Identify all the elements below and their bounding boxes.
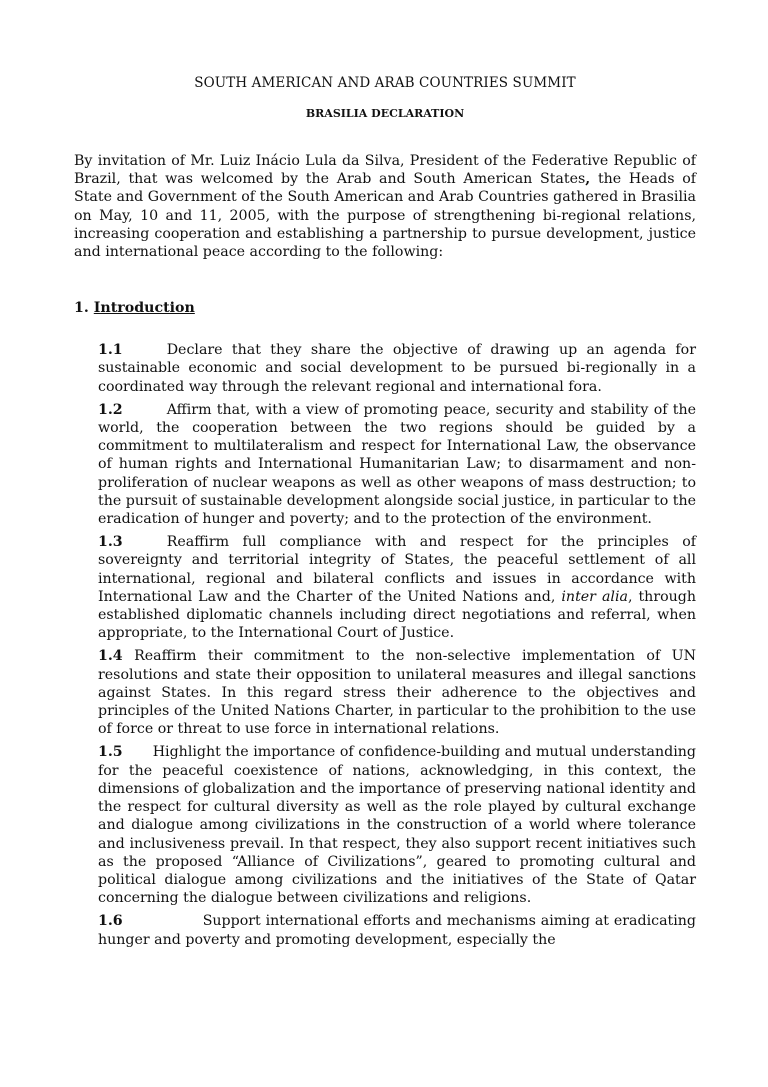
clause-1-2 [98, 401, 696, 528]
clause-text: Support international efforts and mechanisms aiming at eradicating hunger and poverty and promoting development, especially the [98, 913, 696, 948]
intro-paragraph [74, 152, 696, 261]
clause-1-5 [98, 743, 696, 907]
section-number: 1. [74, 300, 89, 317]
clause-text-end: , through established diplomatic channels including direct negotiations and referral, when appropriate, to the International Court of Justice. [98, 588, 696, 642]
section-title: Introduction [93, 300, 195, 317]
intro-text-b: the Heads of State and Government of the South American and Arab Countries gathered in Brasilia on May, 10 and 11, 2005, with the purpose of strengthening bi-regional relations, increasing cooperation and establishing a partnership to pursue development, justice and international peace according to the following: [74, 171, 696, 261]
document-subtitle: BRASILIA DECLARATION [305, 107, 465, 120]
clause-1-4 [98, 647, 696, 738]
clause-text: Affirm that, with a view of promoting peace, security and stability of the world, the cooperation between the two regions should be guided by a commitment to multilateralism and respect for International Law, the observance of human rights and International Humanitarian Law; to disarmament and non-proliferation of nuclear weapons as well as other weapons of mass destruction; to the pursuit of sustainable development alongside social justice, in particular to the eradication of hunger and poverty; and to the protection of the environment. [98, 401, 696, 528]
clause-number: 1.3 [98, 534, 123, 551]
clause-text: Highlight the importance of confidence-building and mutual understanding for the peaceful coexistence of nations, acknowledging, in this context, the dimensions of globalization and the importance of preserving national identity and the respect for cultural diversity as well as the role played by cultural exchange and dialogue among civilizations in the construction of a world where tolerance and inclusiveness prevail. In that respect, they also support recent initiatives such as the proposed “Alliance of Civilizations”, geared to promoting cultural and political dialogue among civilizations and the initiatives of the State of Qatar concerning the dialogue between civilizations and religions. [98, 744, 696, 907]
clause-text: Declare that they share the objective of drawing up an agenda for sustainable economic and social development to be pursued bi-regionally in a coordinated way through the relevant regional and international fora. [98, 342, 696, 395]
clause-1-1 [98, 341, 696, 396]
clause-number: 1.4 [98, 648, 123, 665]
clause-text: Reaffirm their commitment to the non-selective implementation of UN resolutions and state their opposition to unilateral measures and illegal sanctions against States. In this regard stress their adherence to the objectives and principles of the United Nations Charter, in particular to the prohibition to the use of force or threat to use force in international relations. [98, 648, 696, 738]
clause-1-3 [98, 533, 696, 642]
clause-number: 1.2 [98, 401, 123, 418]
clause-list [98, 341, 696, 949]
intro-text-a: By invitation of Mr. Luiz Inácio Lula da Silva, President of the Federative Republic of Brazil, that was welcomed by the Arab and South American States [74, 153, 696, 188]
clause-number: 1.1 [98, 342, 123, 359]
clause-number: 1.5 [98, 744, 123, 761]
clause-1-6 [98, 912, 696, 948]
clause-number: 1.6 [98, 913, 123, 930]
section-heading [74, 299, 696, 317]
intro-comma: , [585, 171, 591, 188]
document-title: SOUTH AMERICAN AND ARAB COUNTRIES SUMMIT [194, 75, 576, 91]
clause-italic-text: inter alia [561, 588, 628, 605]
clause-text: Reaffirm full compliance with and respect for the principles of sovereignty and territorial integrity of States, the peaceful settlement of all international, regional and bilateral conflicts and issues in accordance with International Law and the Charter of the United Nations and, [98, 534, 696, 605]
